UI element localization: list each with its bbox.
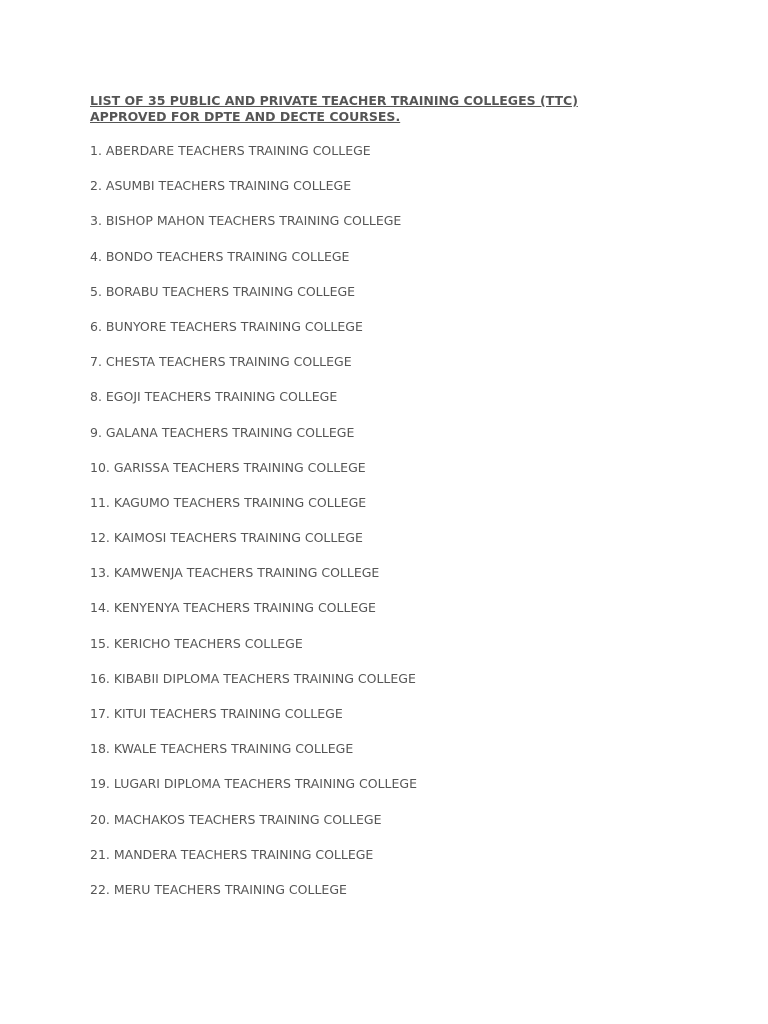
page-title — [90, 93, 690, 124]
list-item: 15. KERICHO TEACHERS COLLEGE — [90, 635, 303, 651]
list-item: 6. BUNYORE TEACHERS TRAINING COLLEGE — [90, 318, 363, 334]
list-item: 20. MACHAKOS TEACHERS TRAINING COLLEGE — [90, 811, 382, 827]
list-item: 22. MERU TEACHERS TRAINING COLLEGE — [90, 881, 347, 897]
list-item: 12. KAIMOSI TEACHERS TRAINING COLLEGE — [90, 530, 363, 546]
list-item: 3. BISHOP MAHON TEACHERS TRAINING COLLEGE — [90, 213, 402, 229]
list-item: 16. KIBABII DIPLOMA TEACHERS TRAINING COLLEGE — [90, 670, 416, 686]
list-item: 8. EGOJI TEACHERS TRAINING COLLEGE — [90, 389, 338, 405]
list-item: 21. MANDERA TEACHERS TRAINING COLLEGE — [90, 846, 374, 862]
list-item: 18. KWALE TEACHERS TRAINING COLLEGE — [90, 741, 354, 757]
list-item: 17. KITUI TEACHERS TRAINING COLLEGE — [90, 706, 343, 721]
page-title-line-2: APPROVED FOR DPTE AND DECTE COURSES. — [90, 108, 401, 124]
list-item: 9. GALANA TEACHERS TRAINING COLLEGE — [90, 424, 355, 440]
list-item: 1. ABERDARE TEACHERS TRAINING COLLEGE — [90, 143, 371, 158]
list-item: 13. KAMWENJA TEACHERS TRAINING COLLEGE — [90, 565, 380, 581]
list-item: 19. LUGARI DIPLOMA TEACHERS TRAINING COLLEGE — [90, 776, 418, 792]
list-item: 5. BORABU TEACHERS TRAINING COLLEGE — [90, 283, 356, 299]
list-item: 14. KENYENYA TEACHERS TRAINING COLLEGE — [90, 600, 376, 616]
list-item: 7. CHESTA TEACHERS TRAINING COLLEGE — [90, 354, 352, 370]
list-item: 4. BONDO TEACHERS TRAINING COLLEGE — [90, 248, 350, 264]
college-list — [90, 133, 690, 907]
page-title-line-1: LIST OF 35 PUBLIC AND PRIVATE TEACHER TRAINING COLLEGES (TTC) — [90, 93, 578, 108]
list-item: 10. GARISSA TEACHERS TRAINING COLLEGE — [90, 459, 366, 475]
list-item: 2. ASUMBI TEACHERS TRAINING COLLEGE — [90, 178, 352, 194]
document-page — [90, 93, 690, 907]
list-item: 11. KAGUMO TEACHERS TRAINING COLLEGE — [90, 494, 367, 510]
